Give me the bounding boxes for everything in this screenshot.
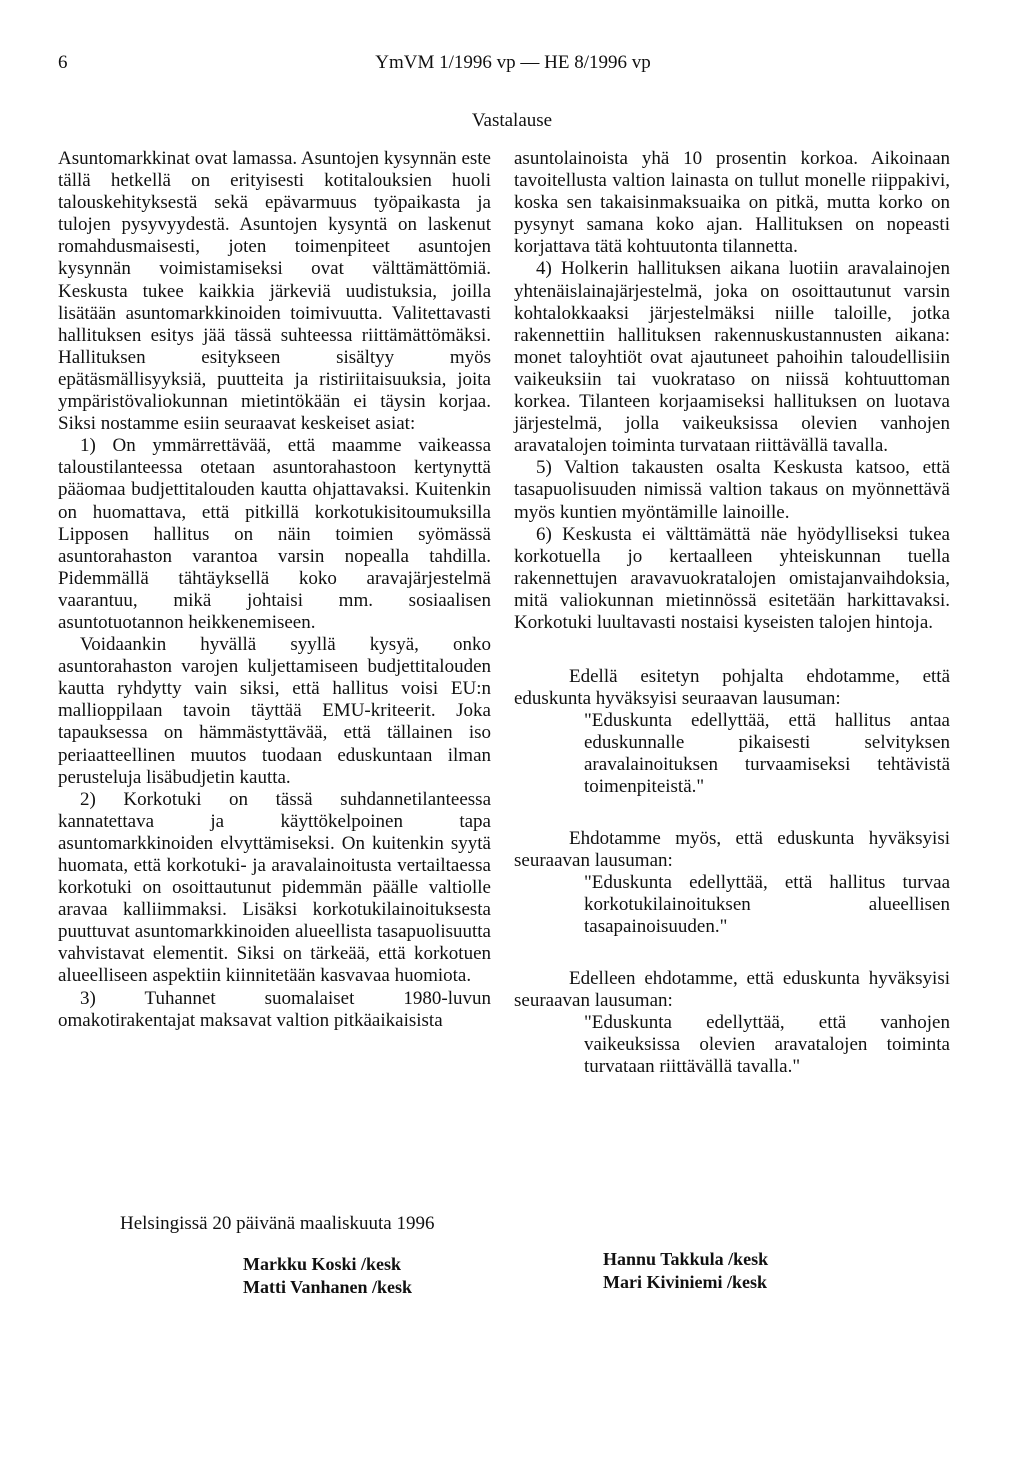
signatory-name: Hannu Takkula /kesk [603,1249,769,1269]
signatory-name: Mari Kiviniemi /kesk [603,1272,767,1292]
paragraph: 2) Korkotuki on tässä suhdannetilanteessa kannatettava ja käyttökelpoinen tapa asuntomarkkinoiden elvyttämiseksi. On kuitenkin syytä huomata, että korkotuki- ja aravalainoitusta vertailtaessa korkotuki on osoittautunut pidemmän päälle valtiolle aravaa kalliimmaksi. Lisäksi korkotukilainoituksesta puuttuvat asuntomarkkinoiden alueellista tasapuolisuutta vahvistavat elementit. Siksi on tärkeää, että korkotuen alueelliseen aspektiin kiinnitetään kasvavaa huomiota. [58,788,491,987]
paragraph: 3) Tuhannet suomalaiset 1980-luvun omakotirakentajat maksavat valtion pitkäaikaisista [58,987,491,1031]
signatory-name: Matti Vanhanen /kesk [243,1277,413,1297]
paragraph: 4) Holkerin hallituksen aikana luotiin aravalainojen yhtenäislainajärjestelmä, joka on osoittautunut varsin kohtalokkaaksi järjestelmäksi niille taloille, jotka rakennettiin hallituksen rakennuskustannusten aikana: monet taloyhtiöt ovat ajautuneet pahoihin taloudellisiin vaikeuksiin tai vuokrataso on niissä kohtuuttoman korkea. Tilanteen korjaamiseksi hallituksen on luotava järjestelmä, jolla vaikeuksissa olevien vanhojen aravatalojen toiminta turvataan riittävällä tavalla. [514,258,950,457]
proposal-quote: "Eduskunta edellyttää, että vanhojen vaikeuksissa olevien aravatalojen toiminta turvataan riittävällä tavalla." [584,1012,950,1078]
signatures-left [243,1253,412,1299]
paragraph: 6) Keskusta ei välttämättä näe hyödylliseksi tukea korkotuella jo kertaalleen yhteiskunnan tuella rakennettujen aravavuokratalojen omistajanvaihdoksia, mitä valiokunnan mietinnössä esitetään harkittavaksi. Korkotuki luultavasti nostaisi kyseisten talojen hintoja. [514,523,950,633]
running-title: YmVM 1/1996 vp — HE 8/1996 vp [375,52,651,73]
proposal-2 [514,828,950,938]
proposal-intro: Edelleen ehdotamme, että eduskunta hyväksyisi seuraavan lausuman: [514,968,950,1012]
paragraph: asuntolainoista yhä 10 prosentin korkoa. Aikoinaan tavoitellusta valtion lainasta on tullut monelle riippakivi, koska sen takaisinmaksuaika on pitkä, mutta korko on pysynyt samana koko ajan. Hallituksen on nopeasti korjattava tätä kohtuutonta tilannetta. [514,148,950,258]
signatory-name: Markku Koski /kesk [243,1254,402,1274]
section-title: Vastalause [471,110,553,131]
signatures-right [603,1248,768,1294]
paragraph: Asuntomarkkinat ovat lamassa. Asuntojen kysynnän este tällä hetkellä on erityisesti kotitalouksien huoli talouskehityksestä sekä epävarmuus työpaikasta ja tulojen pysyvyydestä. Asuntojen kysyntä on laskenut romahdusmaisesti, joten toimenpiteet asuntojen kysynnän voimistamiseksi ovat välttämättömiä. Keskusta tukee kaikkia järkeviä uudistuksia, joilla lisätään asuntomarkkinoiden toimivuutta. Valitettavasti hallituksen esitys jää tässä suhteessa riittämättömäksi. Hallituksen esitykseen sisältyy myös epätäsmällisyyksiä, puutteita ja ristiriitaisuuksia, joita ympäristövaliokunnan mietintökään ei täysin korjaa. Siksi nostamme esiin seuraavat keskeiset asiat: [58,148,491,435]
paragraph: 1) On ymmärrettävää, että maamme vaikeassa taloustilanteessa otetaan asuntorahastoon kertynyttä pääomaa budjettitalouden kautta ohjattavaksi. Kuitenkin on huomattava, että pitkillä korkotukisitoumuksilla Lipposen hallitus on näin toimien syömässä asuntorahaston varantoa varsin nopealla tahdilla. Pidemmällä tähtäyksellä koko aravajärjestelmä vaarantuu, mikä johtaisi mm. sosiaalisen asuntotuotannon heikkenemiseen. [58,435,491,633]
paragraph: Voidaankin hyvällä syyllä kysyä, onko asuntorahaston varojen kuljettamiseen budjettitalouden kautta ryhdytty vain siksi, että hallitus voisi EU:n mallioppilaan tavoin täyttää EMU-kriteerit. Joka tapauksessa on hämmästyttävää, että tällainen iso periaatteellinen muutos tuodaan eduskuntaan ilman perusteluja lisäbudjetin kautta. [58,634,491,788]
proposal-quote: "Eduskunta edellyttää, että hallitus antaa eduskunnalle pikaisesti selvityksen aravalainoituksen turvaamiseksi tehtävistä toimenpiteistä." [584,710,950,798]
proposal-quote: "Eduskunta edellyttää, että hallitus turvaa korkotukilainoituksen alueellisen tasapainoisuuden." [584,872,950,938]
proposal-intro: Edellä esitetyn pohjalta ehdotamme, että eduskunta hyväksyisi seuraavan lausuman: [514,666,950,710]
paragraph: 5) Valtion takausten osalta Keskusta katsoo, että tasapuolisuuden nimissä valtion takaus on myönnettävä myös kuntien myöntämille lainoille. [514,457,950,523]
page-header [58,52,968,78]
right-column [514,148,950,1078]
date-line: Helsingissä 20 päivänä maaliskuuta 1996 [120,1213,435,1234]
proposal-3 [514,968,950,1078]
proposal-intro: Ehdotamme myös, että eduskunta hyväksyisi seuraavan lausuman: [514,828,950,872]
left-column [58,148,491,1032]
proposal-1 [514,666,950,798]
page-number: 6 [58,52,68,73]
